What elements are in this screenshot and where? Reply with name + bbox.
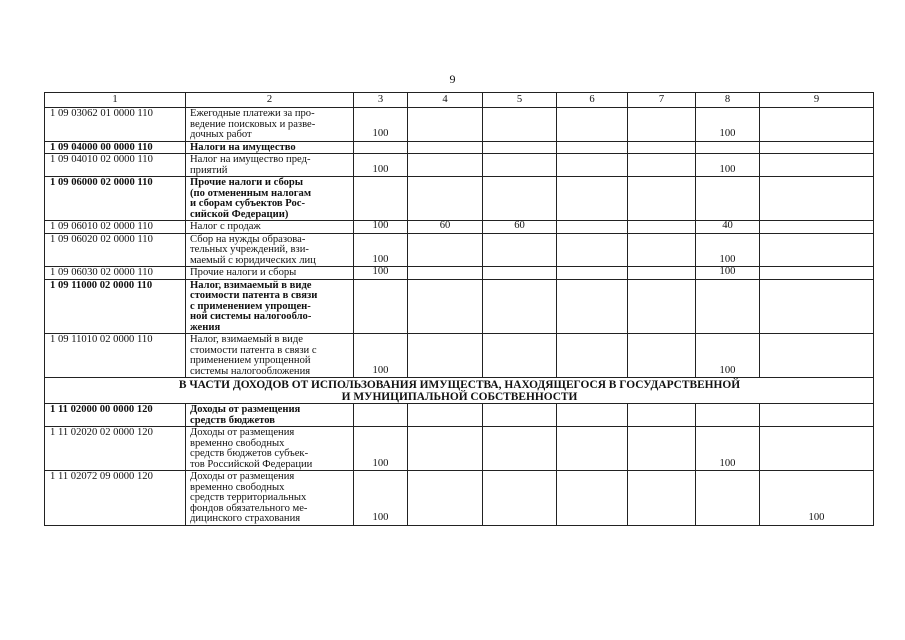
budget-code: 1 11 02020 02 0000 120 xyxy=(45,427,186,471)
percent-cell xyxy=(483,427,557,471)
budget-code: 1 09 06000 02 0000 110 xyxy=(45,177,186,221)
percent-cell: 100 xyxy=(696,154,760,177)
percent-cell: 100 xyxy=(354,233,408,267)
table-row xyxy=(45,233,874,267)
percent-cell xyxy=(408,404,483,427)
percent-cell xyxy=(760,108,874,142)
income-name: Сбор на нужды образова- тельных учреждений, взи- маемый с юридических лиц xyxy=(186,233,354,267)
percent-cell xyxy=(483,267,557,280)
percent-cell xyxy=(557,221,628,234)
percent-cell xyxy=(628,471,696,526)
section-header-row xyxy=(45,378,874,404)
table-row xyxy=(45,141,874,154)
percent-cell: 100 xyxy=(354,221,408,234)
percent-cell xyxy=(557,108,628,142)
table-row xyxy=(45,404,874,427)
percent-cell xyxy=(483,334,557,378)
income-name: Ежегодные платежи за про- ведение поисковых и разве- дочных работ xyxy=(186,108,354,142)
income-name: Налог с продаж xyxy=(186,221,354,234)
column-header: 8 xyxy=(696,93,760,108)
table-row xyxy=(45,267,874,280)
column-header: 1 xyxy=(45,93,186,108)
income-name: Налоги на имущество xyxy=(186,141,354,154)
percent-cell xyxy=(628,334,696,378)
income-name: Доходы от размещения временно свободных средств бюджетов субъек- тов Российской Федерации xyxy=(186,427,354,471)
percent-cell xyxy=(628,108,696,142)
percent-cell xyxy=(628,267,696,280)
percent-cell xyxy=(408,334,483,378)
percent-cell xyxy=(628,233,696,267)
percent-cell xyxy=(760,267,874,280)
table-row xyxy=(45,427,874,471)
income-name: Налог, взимаемый в виде стоимости патента в связи с применением упрощен- ной системы налогообло- жения xyxy=(186,279,354,334)
percent-cell: 60 xyxy=(483,221,557,234)
percent-cell: 100 xyxy=(696,108,760,142)
percent-cell xyxy=(760,279,874,334)
percent-cell: 100 xyxy=(354,154,408,177)
percent-cell xyxy=(760,154,874,177)
percent-cell xyxy=(483,279,557,334)
income-name: Налог, взимаемый в виде стоимости патента в связи с применением упрощенной системы налогообложения xyxy=(186,334,354,378)
budget-code: 1 09 11000 02 0000 110 xyxy=(45,279,186,334)
percent-cell xyxy=(557,141,628,154)
budget-code: 1 09 04010 02 0000 110 xyxy=(45,154,186,177)
percent-cell xyxy=(408,471,483,526)
percent-cell: 100 xyxy=(760,471,874,526)
percent-cell xyxy=(408,177,483,221)
percent-cell xyxy=(628,404,696,427)
percent-cell xyxy=(557,471,628,526)
column-number-header xyxy=(45,93,874,108)
percent-cell xyxy=(408,233,483,267)
column-header: 4 xyxy=(408,93,483,108)
percent-cell xyxy=(483,154,557,177)
percent-cell xyxy=(408,267,483,280)
percent-cell xyxy=(628,141,696,154)
percent-cell xyxy=(628,177,696,221)
percent-cell xyxy=(483,177,557,221)
column-header: 9 xyxy=(760,93,874,108)
income-name: Доходы от размещения средств бюджетов xyxy=(186,404,354,427)
percent-cell xyxy=(628,221,696,234)
percent-cell: 100 xyxy=(354,471,408,526)
budget-code: 1 09 06030 02 0000 110 xyxy=(45,267,186,280)
percent-cell xyxy=(408,108,483,142)
percent-cell: 100 xyxy=(696,267,760,280)
income-name: Прочие налоги и сборы (по отмененным налогам и сборам субъектов Рос- сийской Федерации) xyxy=(186,177,354,221)
percent-cell xyxy=(760,404,874,427)
percent-cell xyxy=(557,334,628,378)
table-row xyxy=(45,154,874,177)
percent-cell xyxy=(557,154,628,177)
budget-code: 1 09 06020 02 0000 110 xyxy=(45,233,186,267)
percent-cell xyxy=(760,427,874,471)
percent-cell xyxy=(483,471,557,526)
percent-cell: 40 xyxy=(696,221,760,234)
income-name: Прочие налоги и сборы xyxy=(186,267,354,280)
percent-cell xyxy=(628,427,696,471)
column-header: 2 xyxy=(186,93,354,108)
percent-cell xyxy=(483,404,557,427)
percent-cell xyxy=(760,177,874,221)
percent-cell xyxy=(557,427,628,471)
percent-cell xyxy=(354,404,408,427)
percent-cell xyxy=(408,427,483,471)
column-header: 7 xyxy=(628,93,696,108)
percent-cell xyxy=(408,141,483,154)
percent-cell xyxy=(628,154,696,177)
percent-cell xyxy=(696,404,760,427)
percent-cell xyxy=(408,154,483,177)
budget-code: 1 09 11010 02 0000 110 xyxy=(45,334,186,378)
percent-cell: 100 xyxy=(354,267,408,280)
percent-cell: 100 xyxy=(354,334,408,378)
budget-classification-table xyxy=(44,92,874,526)
budget-code: 1 09 06010 02 0000 110 xyxy=(45,221,186,234)
percent-cell xyxy=(760,141,874,154)
column-header: 5 xyxy=(483,93,557,108)
percent-cell xyxy=(696,279,760,334)
percent-cell xyxy=(628,279,696,334)
percent-cell: 100 xyxy=(354,108,408,142)
column-header: 3 xyxy=(354,93,408,108)
percent-cell xyxy=(760,334,874,378)
table-row xyxy=(45,471,874,526)
percent-cell: 100 xyxy=(354,427,408,471)
budget-code: 1 11 02072 09 0000 120 xyxy=(45,471,186,526)
percent-cell xyxy=(483,108,557,142)
column-header: 6 xyxy=(557,93,628,108)
page-number: 9 xyxy=(449,72,456,86)
percent-cell xyxy=(354,177,408,221)
percent-cell xyxy=(557,404,628,427)
percent-cell xyxy=(557,233,628,267)
percent-cell: 100 xyxy=(696,233,760,267)
percent-cell xyxy=(354,141,408,154)
table-row xyxy=(45,177,874,221)
percent-cell xyxy=(696,177,760,221)
percent-cell xyxy=(483,141,557,154)
table-row xyxy=(45,334,874,378)
percent-cell: 100 xyxy=(696,334,760,378)
percent-cell xyxy=(696,471,760,526)
percent-cell: 100 xyxy=(696,427,760,471)
percent-cell xyxy=(760,221,874,234)
percent-cell xyxy=(557,177,628,221)
income-name: Доходы от размещения временно свободных средств территориальных фондов обязательного ме- дицинского страхования xyxy=(186,471,354,526)
percent-cell xyxy=(354,279,408,334)
percent-cell xyxy=(483,233,557,267)
income-name: Налог на имущество пред- приятий xyxy=(186,154,354,177)
percent-cell: 60 xyxy=(408,221,483,234)
percent-cell xyxy=(557,279,628,334)
budget-code: 1 09 03062 01 0000 110 xyxy=(45,108,186,142)
table-row xyxy=(45,221,874,234)
table-row xyxy=(45,108,874,142)
budget-code: 1 09 04000 00 0000 110 xyxy=(45,141,186,154)
percent-cell xyxy=(696,141,760,154)
percent-cell xyxy=(557,267,628,280)
percent-cell xyxy=(408,279,483,334)
section-title: В ЧАСТИ ДОХОДОВ ОТ ИСПОЛЬЗОВАНИЯ ИМУЩЕСТВА, НАХОДЯЩЕГОСЯ В ГОСУДАРСТВЕННОЙ И МУНИЦИПАЛЬНОЙ СОБСТВЕННОСТИ xyxy=(45,378,874,404)
table-row xyxy=(45,279,874,334)
percent-cell xyxy=(760,233,874,267)
budget-code: 1 11 02000 00 0000 120 xyxy=(45,404,186,427)
